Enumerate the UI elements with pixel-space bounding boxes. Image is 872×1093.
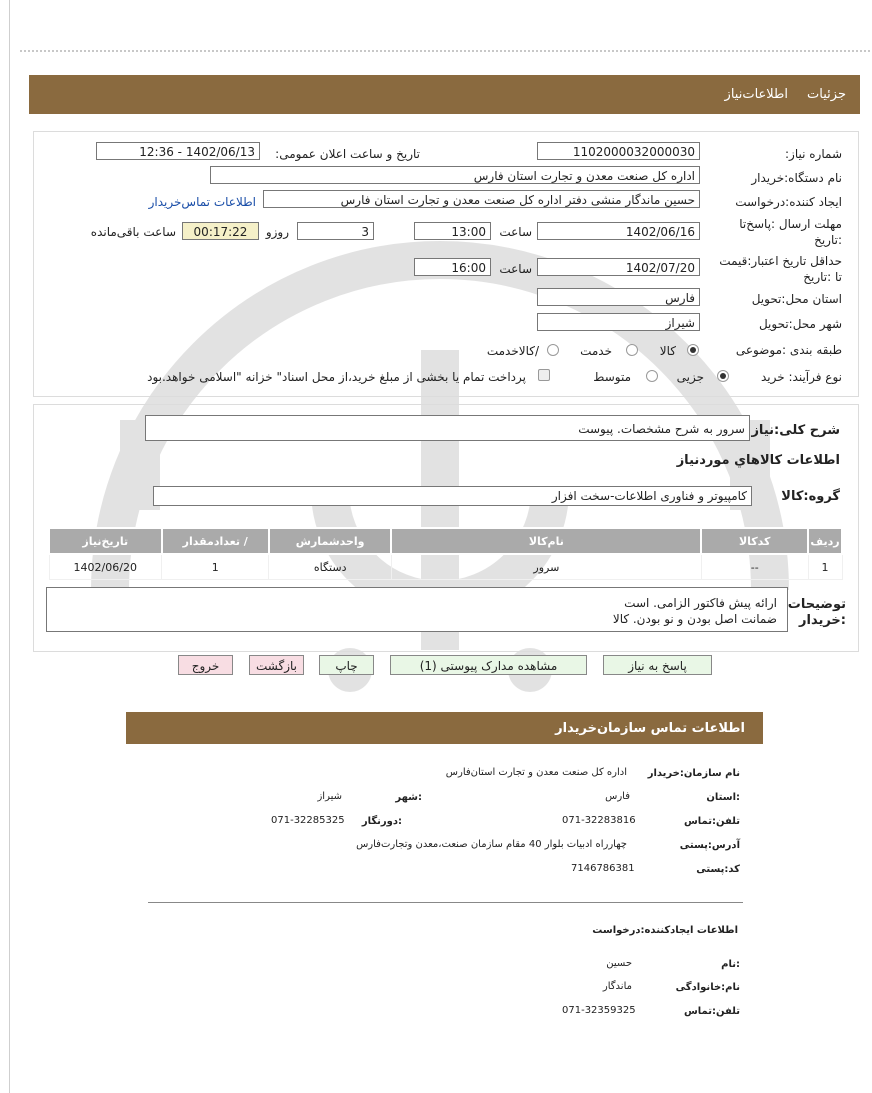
- print-button[interactable]: چاپ: [319, 655, 374, 675]
- org-city-value: شیراز: [317, 791, 342, 802]
- radio-goods-service[interactable]: [547, 344, 559, 356]
- creator-field: حسین ماندگار منشی دفتر اداره کل صنعت معدن و تجارت استان فارس: [263, 190, 700, 208]
- creator-label: ایجاد کننده:درخواست: [735, 195, 842, 209]
- buyer-contact-link[interactable]: اطلاعات تماس‌خریدار: [148, 195, 256, 209]
- col-row-header: ردیف: [808, 528, 842, 554]
- creator-family-label: نام:خانوادگی: [675, 982, 740, 993]
- announce-field: 1402/06/13 - 12:36: [96, 142, 260, 160]
- city-label: شهر محل:تحویل: [758, 317, 842, 331]
- org-name-label: نام سازمان:خریدار: [647, 768, 740, 779]
- creator-info-title: اطلاعات ایجادکننده:درخواست: [592, 925, 738, 936]
- creator-name-value: حسین: [606, 958, 632, 969]
- buyer-notes-label-1: توضیحات: [787, 597, 846, 612]
- org-phone-label: تلفن:تماس: [683, 816, 740, 827]
- buyer-notes-line-2: ضمانت اصل بودن و نو بودن. کالا: [612, 612, 777, 626]
- need-number-field: 1102000032000030: [537, 142, 700, 160]
- category-label: طبقه بندی :موضوعی: [735, 343, 842, 357]
- province-label: استان محل:تحویل: [751, 292, 842, 306]
- cell-date: 1402/06/20: [49, 554, 162, 580]
- col-name-header: نام‌کالا: [391, 528, 701, 554]
- details-header-bar: [29, 75, 860, 114]
- exit-button[interactable]: خروج: [178, 655, 233, 675]
- org-address-value: چهارراه ادبیات بلوار 40 مقام سازمان صنعت،معدن وتجارت‌فارس: [356, 839, 627, 850]
- group-field: کامپیوتر و فناوری اطلاعات-سخت افزار: [153, 486, 752, 506]
- city-field: شیراز: [537, 313, 700, 331]
- col-code-header: کدکالا: [701, 528, 808, 554]
- cell-row: 1: [808, 554, 842, 580]
- creator-phone-value: 071-32359325: [562, 1005, 636, 1016]
- back-button[interactable]: بازگشت: [249, 655, 304, 675]
- buyer-device-label: نام دستگاه:خریدار: [751, 171, 842, 185]
- validity-date-field: 1402/07/20: [537, 258, 700, 276]
- radio-goods-service-label: /کالاخدمت: [486, 344, 539, 358]
- tab-details[interactable]: جزئیات: [807, 87, 846, 102]
- remaining-time-field: 00:17:22: [182, 222, 259, 240]
- org-contact-header-bar: [126, 712, 763, 744]
- col-date-header: تاریخ‌نیاز: [49, 528, 162, 554]
- cell-code: --: [701, 554, 808, 580]
- deadline-time-label: ساعت: [499, 225, 532, 239]
- cell-qty: 1: [162, 554, 269, 580]
- org-fax-label: :دورنگار: [361, 816, 402, 827]
- radio-partial-label: جزیی: [676, 370, 704, 384]
- left-border-line: [9, 0, 10, 1093]
- creator-family-value: ماندگار: [602, 981, 632, 992]
- general-desc-label: شرح کلی:نیاز: [751, 423, 840, 438]
- group-label: گروه:کالا: [781, 489, 840, 504]
- tab-need-info[interactable]: اطلاعات‌نیاز: [724, 87, 788, 102]
- buyer-notes-label-2: :خریدار: [799, 613, 846, 628]
- radio-service-label: خدمت: [580, 344, 612, 358]
- validity-time-field: 16:00: [414, 258, 491, 276]
- org-contact-title: اطلاعات تماس سازمان‌خریدار: [555, 721, 745, 736]
- validity-label-1: حداقل تاریخ اعتبار:قیمت: [719, 254, 842, 268]
- radio-goods[interactable]: [687, 344, 699, 356]
- buyer-device-field: اداره کل صنعت معدن و تجارت استان فارس: [210, 166, 700, 184]
- deadline-label-1: مهلت ارسال :پاسخ‌تا: [739, 217, 842, 231]
- org-fax-value: 071-32285325: [271, 815, 345, 826]
- org-city-label: :شهر: [395, 792, 422, 803]
- radio-partial[interactable]: [717, 370, 729, 382]
- remaining-label: ساعت باقی‌مانده: [90, 225, 176, 239]
- table-row: [49, 554, 842, 580]
- cell-name: سرور: [391, 554, 701, 580]
- goods-table: [48, 527, 843, 580]
- buyer-notes-line-1: ارائه پیش فاکتور الزامی. است: [624, 596, 777, 610]
- org-province-label: :استان: [706, 792, 740, 803]
- col-unit-header: واحدشمارش: [269, 528, 391, 554]
- creator-name-label: :نام: [721, 959, 740, 970]
- general-desc-field: سرور به شرح مشخصات. پیوست: [145, 415, 750, 441]
- process-label: نوع فرآیند: خرید: [761, 370, 842, 384]
- payment-note: پرداخت تمام یا بخشی از مبلغ خرید،از محل اسناد" خزانه "اسلامی خواهد.بود: [147, 370, 526, 384]
- org-postal-value: 7146786381: [571, 863, 635, 874]
- section-divider: [148, 902, 743, 903]
- days-label: روزو: [265, 225, 289, 239]
- need-number-label: شماره نیاز:: [785, 147, 842, 161]
- table-header-row: [49, 528, 842, 554]
- radio-goods-label: کالا: [659, 344, 676, 358]
- radio-medium[interactable]: [646, 370, 658, 382]
- validity-time-label: ساعت: [499, 262, 532, 276]
- org-phone-value: 071-32283816: [562, 815, 636, 826]
- org-name-value: اداره کل صنعت معدن و تجارت استان‌فارس: [445, 767, 627, 778]
- org-province-value: فارس: [605, 791, 630, 802]
- deadline-date-field: 1402/06/16: [537, 222, 700, 240]
- org-postal-label: کد:پستی: [696, 864, 740, 875]
- creator-phone-label: تلفن:تماس: [683, 1006, 740, 1017]
- reply-button[interactable]: پاسخ به نیاز: [603, 655, 712, 675]
- col-qty-header: / تعدادمقدار: [162, 528, 269, 554]
- goods-info-title: اطلاعات کالاهاي موردنياز: [676, 453, 840, 468]
- top-divider: [20, 50, 870, 52]
- province-field: فارس: [537, 288, 700, 306]
- cell-unit: دستگاه: [269, 554, 391, 580]
- org-address-label: آدرس:پستی: [679, 840, 740, 851]
- radio-service[interactable]: [626, 344, 638, 356]
- days-field: 3: [297, 222, 374, 240]
- deadline-time-field: 13:00: [414, 222, 491, 240]
- deadline-label-2: :تاریخ: [814, 233, 842, 247]
- announce-label: تاریخ و ساعت اعلان عمومی:: [275, 147, 420, 161]
- validity-label-2: تا :تاریخ: [803, 270, 842, 284]
- attachments-button[interactable]: مشاهده مدارک پیوستی (1): [390, 655, 587, 675]
- treasury-checkbox[interactable]: [538, 369, 550, 381]
- radio-medium-label: متوسط: [593, 370, 631, 384]
- buyer-notes-box: [46, 587, 788, 632]
